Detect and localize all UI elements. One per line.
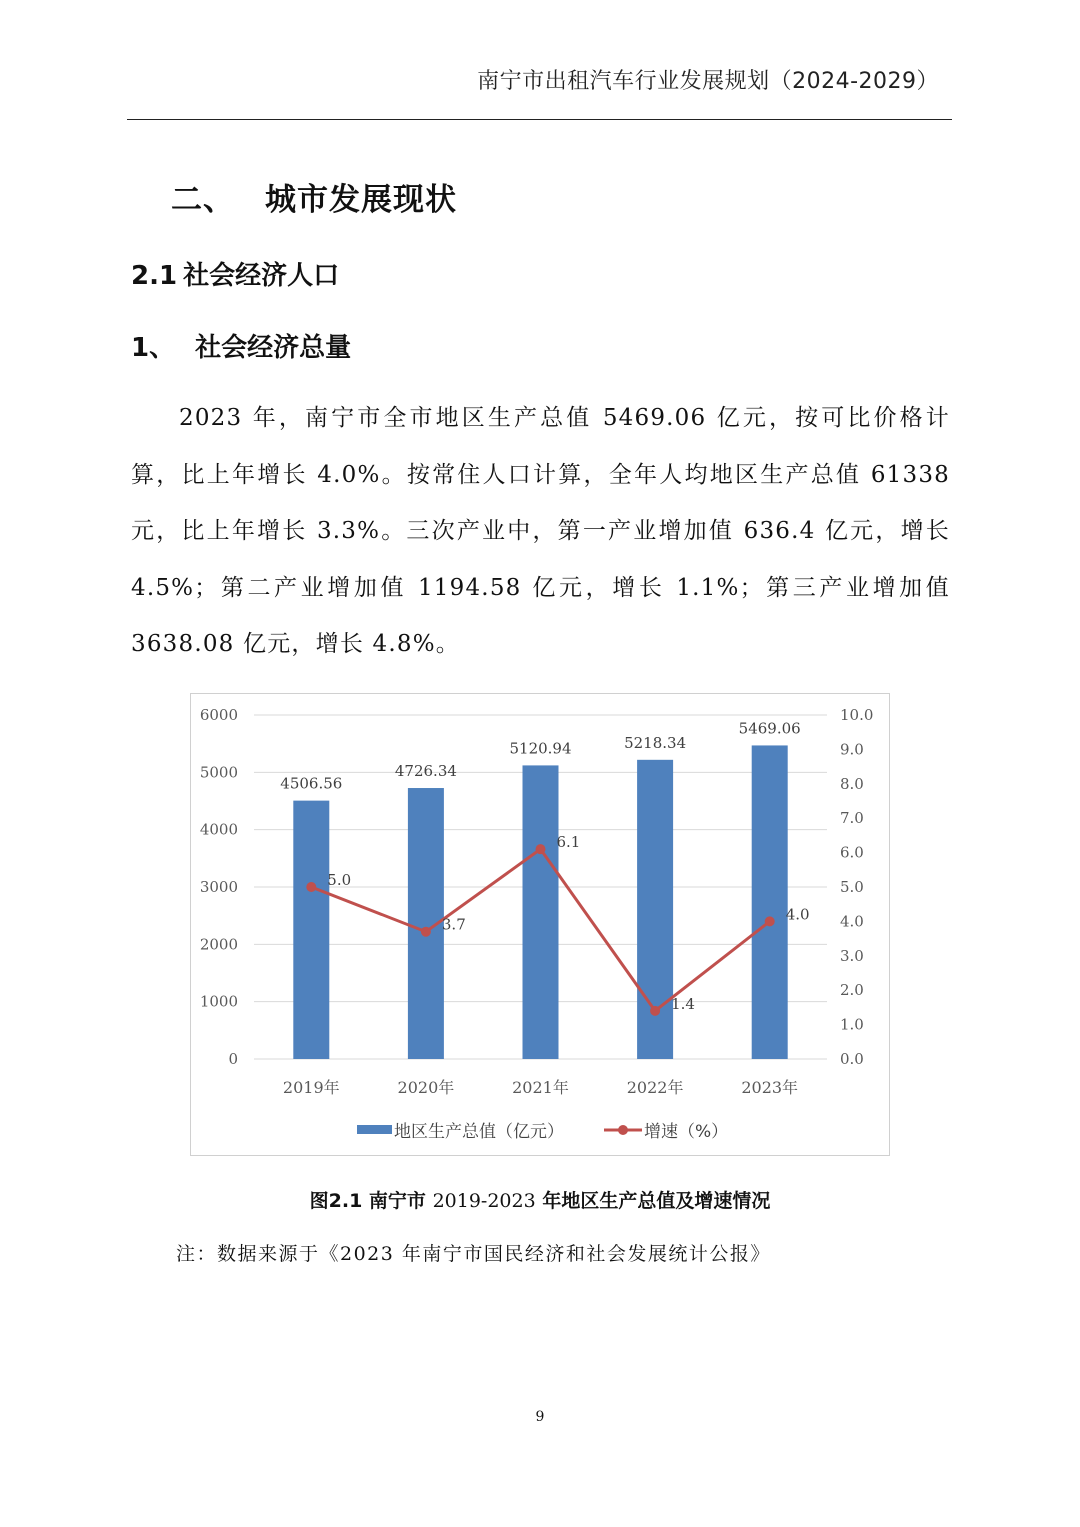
subsection-heading: [131, 255, 339, 292]
bar-data-label: 5120.94: [509, 739, 572, 758]
left-axis-tick-label: 0: [228, 1050, 238, 1068]
growth-data-label: 6.1: [556, 833, 581, 852]
right-axis-tick-label: 3.0: [840, 946, 864, 965]
growth-data-label: 1.4: [671, 994, 695, 1013]
bar-data-label: 5469.06: [738, 719, 801, 738]
right-axis-tick-label: 5.0: [840, 878, 864, 896]
growth-point: [306, 882, 316, 892]
bar-data-label: 4726.34: [394, 762, 457, 781]
figure-caption: [0, 1186, 1080, 1213]
legend-line-marker: [618, 1125, 628, 1135]
gdp-chart: [190, 693, 890, 1156]
legend-bar-swatch: [357, 1125, 392, 1134]
right-axis-tick-label: 8.0: [840, 774, 864, 793]
right-axis-tick-label: 7.0: [840, 809, 864, 828]
left-axis-tick-label: 6000: [199, 706, 238, 724]
bar: [752, 745, 788, 1059]
caption-prefix: 图2.1 南宁市: [309, 1190, 426, 1212]
x-axis-tick-label: 2023年: [741, 1078, 799, 1097]
right-axis-tick-label: 10.0: [840, 706, 874, 724]
subsubsection-heading: [131, 327, 351, 364]
bar-data-label: 4506.56: [280, 774, 343, 793]
section-number: 二、: [171, 182, 235, 218]
left-axis-tick-label: 4000: [199, 820, 238, 839]
growth-point: [421, 927, 431, 937]
caption-years: 2019-2023: [432, 1190, 536, 1212]
left-axis-tick-label: 2000: [199, 935, 238, 954]
right-axis-tick-label: 4.0: [840, 912, 864, 931]
left-axis-tick-label: 3000: [199, 878, 238, 896]
page-number: 9: [535, 1409, 545, 1425]
right-axis-tick-label: 2.0: [840, 981, 864, 1000]
growth-data-label: 4.0: [785, 905, 810, 924]
running-header: 南宁市出租汽车行业发展规划（2024-2029）: [477, 69, 939, 94]
left-axis-tick-label: 1000: [199, 992, 238, 1011]
body-paragraph: 2023 年，南宁市全市地区生产总值 5469.06 亿元，按可比价格计算，比上年增长 4.0%。按常住人口计算，全年人均地区生产总值 61338 元，比上年增长 3.3%。三次产业中，第一产业增加值 636.4 亿元，增长 4.5%；第二产业增加值 1194.58 亿元，增长 1.1%；第三产业增加值 3638.08 亿元，增长 4.8%。: [131, 405, 950, 657]
header-divider: [127, 119, 952, 120]
legend-line-label: 增速（%）: [644, 1122, 729, 1142]
data-source-note: 注：数据来源于《2023 年南宁市国民经济和社会发展统计公报》: [176, 1243, 771, 1265]
bar-data-label: 5218.34: [624, 733, 687, 752]
bar: [523, 765, 559, 1059]
section-title: 城市发展现状: [265, 182, 457, 218]
x-axis-tick-label: 2021年: [512, 1078, 569, 1097]
growth-data-label: 3.7: [441, 915, 466, 934]
growth-data-label: 5.0: [327, 871, 352, 889]
right-axis-tick-label: 6.0: [840, 843, 864, 862]
right-axis-tick-label: 0.0: [840, 1050, 864, 1068]
right-axis-tick-label: 1.0: [840, 1015, 864, 1034]
x-axis-tick-label: 2019年: [282, 1078, 340, 1097]
subsubsection-number: 1、: [131, 333, 176, 363]
legend-bar-label: 地区生产总值（亿元）: [394, 1122, 564, 1142]
subsubsection-title: 社会经济总量: [195, 333, 352, 363]
subsection-number: 2.1: [131, 261, 178, 291]
subsection-title: 社会经济人口: [183, 261, 340, 291]
right-axis-tick-label: 9.0: [840, 740, 864, 759]
x-axis-tick-label: 2020年: [397, 1078, 455, 1097]
caption-suffix: 年地区生产总值及增速情况: [542, 1190, 771, 1212]
growth-point: [650, 1006, 660, 1016]
gdp-chart-svg: [191, 694, 889, 1155]
x-axis-tick-label: 2022年: [626, 1078, 684, 1097]
left-axis-tick-label: 5000: [199, 763, 238, 782]
growth-point: [765, 916, 775, 926]
section-heading: [171, 174, 457, 219]
bar: [293, 801, 329, 1059]
growth-point: [536, 844, 546, 854]
